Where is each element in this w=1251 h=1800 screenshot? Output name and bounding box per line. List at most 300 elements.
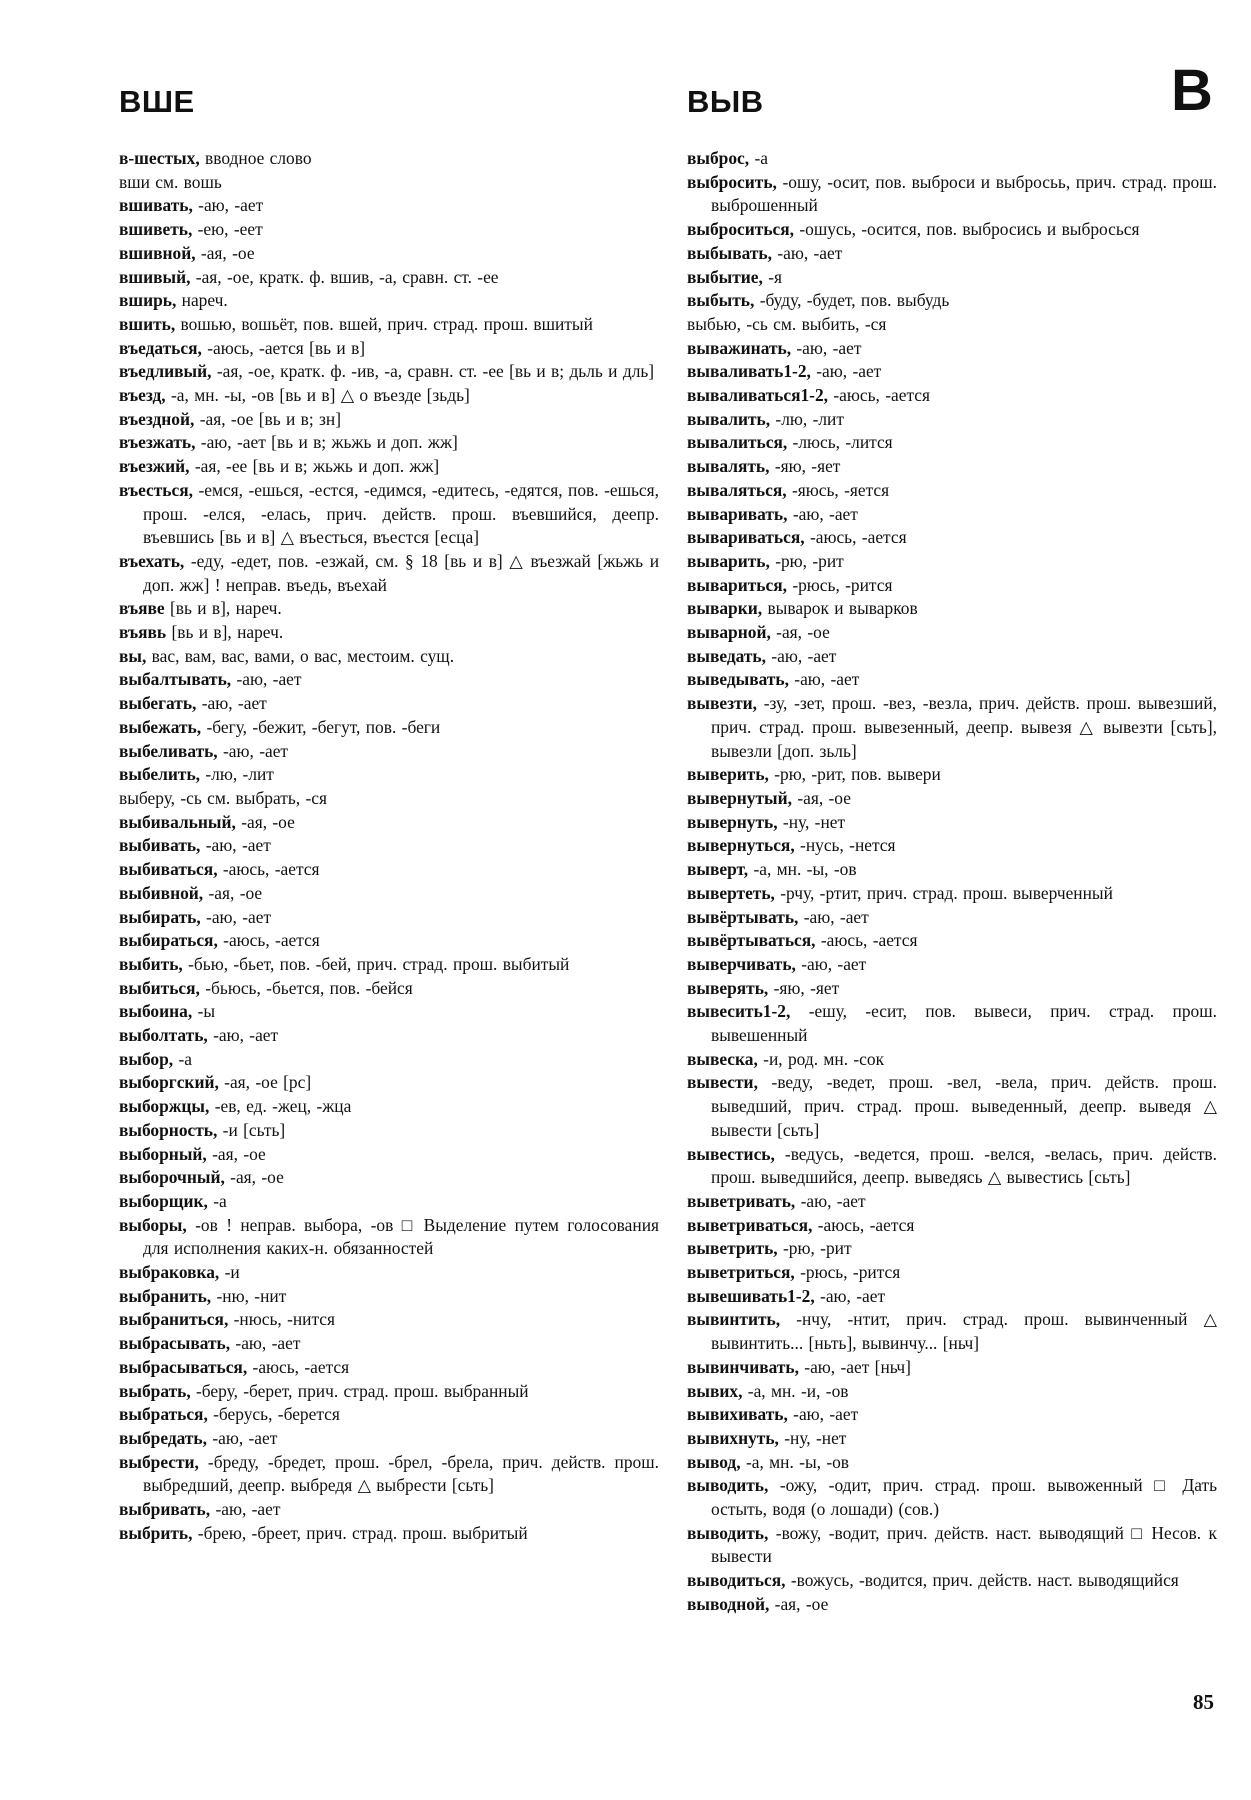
entry-headword: вывёртываться, bbox=[687, 930, 816, 951]
entry-body: -ожу, -одит, прич. страд. прош. вывоженный □ Дать остыть, водя (о лошади) (сов.) bbox=[711, 1475, 1217, 1520]
dictionary-entry bbox=[119, 1166, 659, 1190]
entry-body: -аю, -ает bbox=[810, 361, 882, 382]
dictionary-entry bbox=[119, 906, 659, 930]
dictionary-entry bbox=[119, 811, 659, 835]
dictionary-entry bbox=[687, 171, 1217, 218]
entry-body: -а, мн. -ы, -ов bbox=[748, 859, 857, 880]
entry-body: -аю, -ает bbox=[200, 906, 272, 927]
dictionary-entry bbox=[687, 929, 1217, 953]
entry-body: -аю, -ает bbox=[192, 195, 264, 216]
dictionary-entry bbox=[687, 526, 1217, 550]
entry-headword: выборжцы, bbox=[119, 1096, 210, 1117]
entry-headword: выводить, bbox=[687, 1522, 769, 1543]
entry-headword: выбивной, bbox=[119, 882, 204, 903]
entry-body: -аю, -ает bbox=[210, 1499, 281, 1520]
entry-headword: выбиться, bbox=[119, 977, 200, 998]
entry-headword: выбелить, bbox=[119, 764, 201, 785]
entry-body: -ошу, -осит, пов. выброси и выбросьь, прич. страд. прош. выброшенный bbox=[711, 171, 1217, 216]
dictionary-entry bbox=[119, 1095, 659, 1119]
entry-body: -рчу, -ртит, прич. страд. прош. выверченный bbox=[774, 882, 1113, 903]
entry-body: -рюсь, -рится bbox=[794, 1262, 901, 1283]
entry-body: -бегу, -бежит, -бегут, пов. -беги bbox=[201, 716, 441, 737]
entry-body: вошью, вошьёт, пов. вшей, прич. страд. прош. вшитый bbox=[175, 313, 593, 334]
dictionary-entry bbox=[119, 953, 659, 977]
dictionary-entry bbox=[687, 384, 1217, 408]
entry-headword: вывертеть, bbox=[687, 882, 775, 903]
entry-headword: выветриваться, bbox=[687, 1214, 813, 1235]
dictionary-entry bbox=[119, 668, 659, 692]
entry-headword: вывеска, bbox=[687, 1048, 758, 1069]
entry-body: -и bbox=[219, 1262, 240, 1283]
entry-body: -аю, -ает bbox=[795, 1190, 866, 1211]
entry-headword: вшивной, bbox=[119, 242, 196, 263]
dictionary-entry bbox=[687, 858, 1217, 882]
dictionary-entry bbox=[119, 218, 659, 242]
dictionary-entry bbox=[687, 906, 1217, 930]
dictionary-entry bbox=[687, 763, 1217, 787]
entry-body: -люсь, -лится bbox=[787, 432, 893, 453]
dictionary-entry bbox=[687, 337, 1217, 361]
entry-headword: вшиветь, bbox=[119, 219, 193, 240]
entry-body: -ая, -ое bbox=[203, 882, 263, 903]
entry-body: -лю, -лит bbox=[200, 764, 274, 785]
dictionary-entry bbox=[687, 882, 1217, 906]
entry-headword: выбранить, bbox=[119, 1285, 212, 1306]
entry-headword: въесться, bbox=[119, 479, 193, 500]
entry-body: выбью, -сь см. выбить, -ся bbox=[687, 313, 887, 334]
entry-headword: выведывать, bbox=[687, 669, 789, 690]
entry-body: -ая, -ое bbox=[206, 1143, 266, 1164]
dictionary-entry bbox=[119, 147, 659, 171]
entry-headword: вывариваться, bbox=[687, 527, 805, 548]
entry-headword: выбеливать, bbox=[119, 740, 218, 761]
entry-headword: выбивальный, bbox=[119, 811, 236, 832]
dictionary-entry bbox=[687, 479, 1217, 503]
dictionary-entry bbox=[119, 1356, 659, 1380]
entry-headword: выважинать, bbox=[687, 337, 792, 358]
entry-body: -а, мн. -и, -ов bbox=[742, 1380, 849, 1401]
dictionary-entry bbox=[687, 147, 1217, 171]
dictionary-entry bbox=[119, 1380, 659, 1404]
dictionary-entry bbox=[119, 834, 659, 858]
entry-body: вводное слово bbox=[199, 148, 312, 168]
entry-headword: вы, bbox=[119, 645, 147, 666]
entry-headword: вывёртывать, bbox=[687, 906, 799, 927]
entry-headword: выведать, bbox=[687, 645, 766, 666]
entry-body: -ая, -ое bbox=[224, 1167, 284, 1188]
entry-headword: вывихнуть, bbox=[687, 1427, 779, 1448]
dictionary-entry bbox=[687, 1403, 1217, 1427]
entry-body: -бреду, -бредет, прош. -брел, -брела, прич. действ. прош. выбредший, деепр. выбредя △ выбрести [сьть] bbox=[143, 1451, 659, 1496]
entry-headword: выветрить, bbox=[687, 1238, 778, 1259]
entry-body: -аю, -ает bbox=[231, 669, 302, 690]
entry-headword: выбраковка, bbox=[119, 1262, 220, 1283]
dictionary-entry bbox=[687, 1237, 1217, 1261]
dictionary-entry bbox=[119, 1119, 659, 1143]
dictionary-entry bbox=[119, 716, 659, 740]
entry-headword: выбривать, bbox=[119, 1499, 211, 1520]
dictionary-entry bbox=[119, 455, 659, 479]
entry-body: -яюсь, -яется bbox=[786, 479, 890, 500]
dictionary-entry bbox=[119, 1143, 659, 1167]
entry-body: -ню, -нит bbox=[211, 1285, 287, 1306]
dictionary-entry bbox=[119, 408, 659, 432]
entry-body: -и, род. мн. -сок bbox=[757, 1048, 885, 1069]
dictionary-entry bbox=[687, 645, 1217, 669]
entry-body: вши см. вошь bbox=[119, 171, 222, 192]
entry-body: -аю, -ает bbox=[798, 906, 869, 927]
entry-headword: выбрасывать, bbox=[119, 1333, 231, 1354]
entry-body: -ая, -ое, кратк. ф. вшив, -а, сравн. ст. -ее bbox=[190, 266, 499, 287]
entry-body: -аю, -ает bbox=[765, 645, 837, 666]
entry-headword: выбирать, bbox=[119, 906, 201, 927]
entry-headword: вываливать1-2, bbox=[687, 361, 811, 382]
dictionary-entry bbox=[119, 1498, 659, 1522]
dictionary-entry bbox=[687, 431, 1217, 455]
entry-body: -ведусь, -ведется, прош. -велся, -велась, прич. действ. прош. выведшийся, деепр. выведясь △ вывестись [сьть] bbox=[711, 1143, 1217, 1188]
dictionary-entry bbox=[687, 242, 1217, 266]
entry-headword: выборный, bbox=[119, 1143, 207, 1164]
dictionary-entry bbox=[687, 1593, 1217, 1617]
entry-body: -нусь, -нется bbox=[794, 835, 896, 856]
dictionary-entry bbox=[687, 1427, 1217, 1451]
dictionary-entry bbox=[119, 645, 659, 669]
entry-headword: выболтать, bbox=[119, 1025, 208, 1046]
entry-headword: выверять, bbox=[687, 977, 769, 998]
entry-body: -а bbox=[207, 1190, 227, 1211]
entry-headword: вывестись, bbox=[687, 1143, 775, 1164]
dictionary-entry bbox=[687, 1000, 1217, 1047]
entry-headword: выбалтывать, bbox=[119, 669, 232, 690]
entry-headword: выбраниться, bbox=[119, 1309, 229, 1330]
dictionary-entry bbox=[119, 763, 659, 787]
dictionary-entry bbox=[119, 692, 659, 716]
entry-headword: въехать, bbox=[119, 550, 185, 571]
entry-body: -ев, ед. -жец, -жца bbox=[209, 1096, 352, 1117]
dictionary-entry bbox=[119, 858, 659, 882]
entry-headword: выбежать, bbox=[119, 716, 202, 737]
entry-body: -веду, -ведет, прош. -вел, -вела, прич. действ. прош. выведший, прич. страд. прош. выведенный, деепр. выведя △ вывести [сьть] bbox=[711, 1072, 1217, 1140]
entry-body: -а bbox=[173, 1048, 193, 1069]
entry-body: -нюсь, -нится bbox=[228, 1309, 336, 1330]
dictionary-entry bbox=[119, 1000, 659, 1024]
entry-body: -аю, -ает bbox=[787, 503, 858, 524]
entry-body: -ну, -нет bbox=[777, 811, 846, 832]
entry-headword: выбираться, bbox=[119, 930, 218, 951]
entry-body: вас, вам, вас, вами, о вас, местоим. сущ. bbox=[146, 645, 455, 666]
entry-headword: вывинтить, bbox=[687, 1309, 781, 1330]
entry-headword: выверчивать, bbox=[687, 953, 796, 974]
entry-body: -еду, -едет, пов. -езжай, см. § 18 [вь и в] △ въезжай [жьжь и доп. жж] ! неправ. въедь, въехай bbox=[143, 550, 659, 595]
entry-body: -аю, -ает bbox=[206, 1427, 278, 1448]
entry-headword: выбросить, bbox=[687, 171, 777, 192]
dictionary-entry bbox=[687, 1285, 1217, 1309]
entry-headword: вывалиться, bbox=[687, 432, 788, 453]
entry-headword: выветривать, bbox=[687, 1190, 796, 1211]
entry-body: -аю, -ает bbox=[788, 669, 860, 690]
dictionary-entry bbox=[687, 550, 1217, 574]
entry-headword: выбрать, bbox=[119, 1380, 191, 1401]
running-head-right: ВЫВ bbox=[687, 84, 764, 119]
dictionary-entry bbox=[687, 1261, 1217, 1285]
entry-headword: вывезти, bbox=[687, 693, 757, 714]
entry-headword: выветриться, bbox=[687, 1262, 795, 1283]
entry-headword: вывесить1-2, bbox=[687, 1001, 791, 1022]
entry-body: [вь и в], нареч. bbox=[164, 598, 282, 619]
dictionary-entry bbox=[687, 621, 1217, 645]
dictionary-entry bbox=[687, 597, 1217, 621]
entry-headword: вывалить, bbox=[687, 408, 771, 429]
entry-body: -аю, -ает bbox=[795, 953, 867, 974]
dictionary-entry bbox=[687, 1308, 1217, 1355]
entry-body: -буду, -будет, пов. выбудь bbox=[754, 290, 950, 311]
entry-headword: въяве bbox=[119, 598, 165, 619]
entry-headword: вываливаться1-2, bbox=[687, 385, 829, 406]
dictionary-entry bbox=[119, 1451, 659, 1498]
entry-body: -рюсь, -рится bbox=[786, 574, 893, 595]
entry-headword: выварки, bbox=[687, 598, 763, 619]
dictionary-entry bbox=[119, 171, 659, 195]
entry-headword: выбор, bbox=[119, 1048, 174, 1069]
entry-body: -вожу, -водит, прич. действ. наст. выводящий □ Несов. к вывести bbox=[711, 1522, 1217, 1567]
entry-headword: вывести, bbox=[687, 1072, 758, 1093]
entry-body: -аю, -ает bbox=[217, 740, 289, 761]
entry-body: -ы bbox=[192, 1001, 216, 1022]
entry-body: -рю, -рит bbox=[769, 550, 844, 571]
entry-body: -емся, -ешься, -естся, -едимся, -едитесь, -едятся, пов. -ешься, прош. -елся, -елась, прич. действ. прош. въевшийся, деепр. въевшись [вь и в] △ въесться, въестся [есца] bbox=[143, 479, 659, 548]
page-number: 85 bbox=[1193, 1690, 1214, 1714]
entry-body: -лю, -лит bbox=[770, 408, 844, 429]
dictionary-entry bbox=[119, 1308, 659, 1332]
dictionary-entry bbox=[687, 834, 1217, 858]
dictionary-entry bbox=[119, 740, 659, 764]
entry-headword: въездной, bbox=[119, 408, 195, 429]
entry-body: -аю, -ает bbox=[230, 1333, 301, 1354]
entry-body: -аю, -ает [вь и в; жьжь и доп. жж] bbox=[195, 432, 458, 453]
dictionary-entry bbox=[119, 1261, 659, 1285]
left-column bbox=[119, 147, 659, 1545]
entry-headword: вывариться, bbox=[687, 574, 787, 595]
dictionary-entry bbox=[119, 929, 659, 953]
entry-headword: вывод, bbox=[687, 1451, 741, 1472]
entry-body: -ая, -ое, кратк. ф. -ив, -а, сравн. ст. -ее [вь и в; дьль и дль] bbox=[211, 361, 655, 382]
entry-headword: выводиться, bbox=[687, 1570, 786, 1591]
dictionary-entry bbox=[687, 1143, 1217, 1190]
dictionary-entry bbox=[119, 1024, 659, 1048]
dictionary-entry bbox=[119, 242, 659, 266]
dictionary-entry bbox=[687, 1569, 1217, 1593]
entry-headword: вывих, bbox=[687, 1380, 743, 1401]
entry-body: -аю, -ает bbox=[200, 835, 271, 856]
dictionary-entry bbox=[119, 787, 659, 811]
entry-body: -берусь, -берется bbox=[207, 1404, 340, 1425]
entry-body: -аю, -ает bbox=[771, 242, 843, 263]
dictionary-entry bbox=[119, 1427, 659, 1451]
entry-headword: въедливый, bbox=[119, 361, 212, 382]
dictionary-entry bbox=[687, 953, 1217, 977]
entry-body: -а, мн. -ы, -ов bbox=[740, 1451, 850, 1472]
entry-headword: вывернуться, bbox=[687, 835, 795, 856]
entry-headword: выбегать, bbox=[119, 693, 197, 714]
dictionary-entry bbox=[119, 1522, 659, 1546]
entry-headword: въедаться, bbox=[119, 337, 202, 358]
entry-headword: вширь, bbox=[119, 290, 177, 311]
entry-body: -аюсь, -ается bbox=[812, 1214, 915, 1235]
entry-headword: выбыть, bbox=[687, 290, 755, 311]
dictionary-entry bbox=[687, 1048, 1217, 1072]
entry-body: -аюсь, -ается bbox=[247, 1356, 350, 1377]
dictionary-entry bbox=[687, 977, 1217, 1001]
dictionary-entry bbox=[687, 787, 1217, 811]
dictionary-entry bbox=[119, 431, 659, 455]
entry-body: -аюсь, -ается bbox=[217, 859, 320, 880]
dictionary-entry bbox=[119, 1190, 659, 1214]
entry-body: -ею, -еет bbox=[192, 219, 263, 240]
entry-body: -беру, -берет, прич. страд. прош. выбранный bbox=[190, 1380, 529, 1401]
entry-headword: вшивать, bbox=[119, 195, 193, 216]
dictionary-entry bbox=[687, 289, 1217, 313]
entry-headword: выборгский, bbox=[119, 1072, 219, 1093]
entry-headword: выводить, bbox=[687, 1475, 769, 1496]
dictionary-entry bbox=[119, 550, 659, 597]
entry-body: -аю, -ает bbox=[207, 1025, 279, 1046]
entry-body: -ов ! неправ. выбора, -ов □ Выделение путем голосования для исполнения каких-н. обязанностей bbox=[143, 1214, 659, 1259]
dictionary-entry bbox=[119, 1332, 659, 1356]
entry-body: -аюсь, -ается bbox=[828, 385, 930, 406]
entry-headword: выброситься, bbox=[687, 219, 794, 240]
entry-headword: вывалять, bbox=[687, 456, 770, 477]
dictionary-entry bbox=[687, 1474, 1217, 1521]
dictionary-entry bbox=[687, 313, 1217, 337]
entry-headword: выброс, bbox=[687, 148, 750, 168]
dictionary-entry bbox=[119, 977, 659, 1001]
entry-body: -и [сьть] bbox=[217, 1119, 286, 1140]
dictionary-entry bbox=[119, 479, 659, 550]
entry-body: -аю, -ает bbox=[791, 337, 862, 358]
entry-body: выварок и выварков bbox=[762, 598, 918, 619]
entry-body: -яю, -яет bbox=[768, 977, 840, 998]
entry-body: -ешу, -есит, пов. вывеси, прич. страд. прош. вывешенный bbox=[711, 1001, 1217, 1046]
entry-body: -рю, -рит bbox=[777, 1238, 852, 1259]
dictionary-entry bbox=[119, 1048, 659, 1072]
entry-body: -яю, -яет bbox=[769, 456, 841, 477]
entry-headword: выбывать, bbox=[687, 242, 772, 263]
entry-headword: выборность, bbox=[119, 1119, 218, 1140]
entry-headword: въезжий, bbox=[119, 456, 190, 477]
entry-headword: выварить, bbox=[687, 550, 770, 571]
entry-body: -нчу, -нтит, прич. страд. прош. вывинченный △ вывинтить... [ньть], вывинчу... [ньч] bbox=[711, 1309, 1217, 1354]
entry-headword: выводной, bbox=[687, 1593, 770, 1614]
entry-headword: выверить, bbox=[687, 764, 769, 785]
entry-body: -ая, -ее [вь и в; жьжь и доп. жж] bbox=[189, 456, 440, 477]
dictionary-entry bbox=[119, 360, 659, 384]
entry-body: -аюсь, -ается [вь и в] bbox=[201, 337, 366, 358]
dictionary-entry bbox=[687, 1190, 1217, 1214]
entry-body: -а, мн. -ы, -ов [вь и в] △ о въезде [зьдь] bbox=[165, 385, 470, 406]
entry-headword: выбраться, bbox=[119, 1404, 208, 1425]
entry-headword: вывернуть, bbox=[687, 811, 778, 832]
entry-body: нареч. bbox=[176, 290, 228, 311]
dictionary-entry bbox=[687, 408, 1217, 432]
entry-body: -я bbox=[762, 266, 783, 287]
dictionary-entry bbox=[119, 1214, 659, 1261]
entry-headword: выбоина, bbox=[119, 1001, 193, 1022]
entry-body: -аю, -ает bbox=[814, 1285, 886, 1306]
dictionary-entry bbox=[119, 337, 659, 361]
entry-body: [вь и в], нареч. bbox=[166, 622, 284, 643]
entry-headword: вывинчивать, bbox=[687, 1356, 799, 1377]
dictionary-entry bbox=[687, 574, 1217, 598]
dictionary-entry bbox=[687, 218, 1217, 242]
dictionary-entry bbox=[687, 360, 1217, 384]
entry-headword: вываляться, bbox=[687, 479, 787, 500]
dictionary-entry bbox=[687, 455, 1217, 479]
entry-headword: выбивать, bbox=[119, 835, 201, 856]
entry-headword: в-шестых, bbox=[119, 148, 200, 168]
entry-body: -ая, -ое bbox=[235, 811, 295, 832]
entry-body: -аю, -ает bbox=[196, 693, 267, 714]
entry-headword: вываривать, bbox=[687, 503, 788, 524]
dictionary-entry bbox=[687, 692, 1217, 763]
dictionary-entry bbox=[119, 1403, 659, 1427]
dictionary-entry bbox=[119, 266, 659, 290]
entry-body: -аю, -ает bbox=[787, 1404, 859, 1425]
section-letter: В bbox=[1171, 58, 1213, 123]
dictionary-entry bbox=[687, 1380, 1217, 1404]
dictionary-entry bbox=[687, 668, 1217, 692]
dictionary-entry bbox=[119, 384, 659, 408]
entry-headword: вывихивать, bbox=[687, 1404, 788, 1425]
dictionary-entry bbox=[119, 1285, 659, 1309]
entry-headword: выборщик, bbox=[119, 1190, 208, 1211]
entry-body: -ая, -ое bbox=[770, 622, 830, 643]
dictionary-entry bbox=[687, 1071, 1217, 1142]
entry-headword: выбиваться, bbox=[119, 859, 218, 880]
entry-headword: выбредать, bbox=[119, 1427, 207, 1448]
entry-headword: въезд, bbox=[119, 385, 166, 406]
entry-headword: выбрести, bbox=[119, 1451, 199, 1472]
entry-body: -ая, -ое [рс] bbox=[218, 1072, 312, 1093]
entry-body: -вожусь, -водится, прич. действ. наст. выводящийся bbox=[785, 1570, 1179, 1591]
entry-headword: выварной, bbox=[687, 622, 771, 643]
entry-headword: выверт, bbox=[687, 859, 749, 880]
entry-body: -рю, -рит, пов. вывери bbox=[768, 764, 941, 785]
entry-body: -ая, -ое bbox=[769, 1593, 829, 1614]
dictionary-entry bbox=[119, 1071, 659, 1095]
dictionary-entry bbox=[687, 1451, 1217, 1475]
entry-body: -аю, -ает [ньч] bbox=[798, 1356, 911, 1377]
dictionary-entry bbox=[119, 313, 659, 337]
entry-body: -ну, -нет bbox=[778, 1427, 847, 1448]
dictionary-entry bbox=[119, 194, 659, 218]
entry-headword: вывешивать1-2, bbox=[687, 1285, 815, 1306]
dictionary-entry bbox=[119, 597, 659, 621]
entry-body: -ая, -ое [вь и в; зн] bbox=[194, 408, 341, 429]
dictionary-entry bbox=[687, 1214, 1217, 1238]
entry-body: -брею, -бреет, прич. страд. прош. выбритый bbox=[192, 1522, 528, 1543]
entry-body: -а bbox=[749, 148, 768, 168]
entry-headword: выборы, bbox=[119, 1214, 187, 1235]
entry-headword: вывернутый, bbox=[687, 787, 792, 808]
entry-body: -аюсь, -ается bbox=[815, 930, 918, 951]
entry-headword: выбрасываться, bbox=[119, 1356, 248, 1377]
entry-headword: выборочный, bbox=[119, 1167, 225, 1188]
entry-body: -зу, -зет, прош. -вез, -везла, прич. действ. прош. вывезший, прич. страд. прош. вывезенный, деепр. вывезя △ вывезти [сьть], вывезли [доп. зьль] bbox=[711, 693, 1217, 761]
entry-headword: въявь bbox=[119, 622, 167, 643]
entry-headword: выбить, bbox=[119, 953, 183, 974]
entry-body: -аюсь, -ается bbox=[804, 527, 907, 548]
entry-headword: выбрить, bbox=[119, 1522, 193, 1543]
